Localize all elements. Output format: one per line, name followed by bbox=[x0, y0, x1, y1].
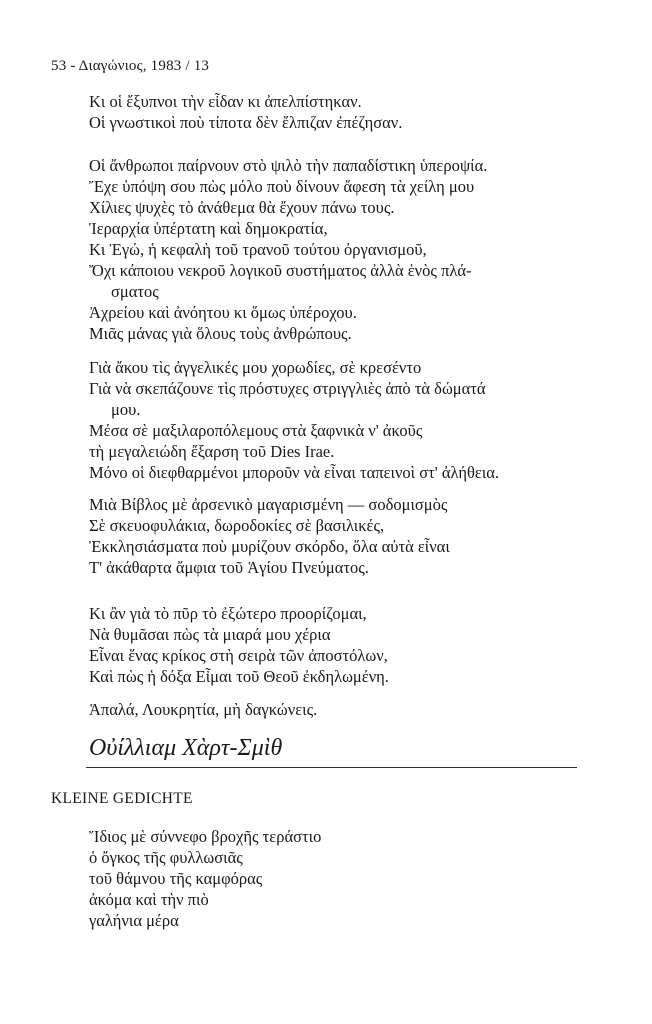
poem-line: Οἱ ἄνθρωποι παίρνουν στὸ ψιλὸ τὴν παπαδίστικη ὑπεροψία. bbox=[89, 156, 488, 175]
poem-line: γαλήνια μέρα bbox=[89, 911, 179, 930]
poem-stanza bbox=[89, 699, 609, 720]
poem-line: Εἶναι ἕνας κρίκος στὴ σειρὰ τῶν ἀποστόλων, bbox=[89, 646, 388, 665]
poem-author: Οὐίλλιαμ Χὰρτ-Σμὶθ bbox=[89, 735, 283, 761]
poem-line-continuation: μου. bbox=[111, 400, 141, 419]
poem-line: Μιᾶς μάνας γιὰ ὅλους τοὺς ἀνθρώπους. bbox=[89, 324, 352, 343]
poem-line: τοῦ θάμνου τῆς καμφόρας bbox=[89, 869, 263, 888]
section-divider bbox=[86, 767, 577, 768]
poem-line: Οἱ γνωστικοὶ ποὺ τίποτα δὲν ἔλπιζαν ἐπέζησαν. bbox=[89, 113, 403, 132]
poem-stanza bbox=[89, 494, 609, 578]
poem-line-continuation: σματος bbox=[111, 282, 159, 301]
page-header: 53 - Διαγώνιος, 1983 / 13 bbox=[51, 58, 210, 74]
poem-stanza bbox=[89, 91, 609, 133]
section-title: KLEINE GEDICHTE bbox=[51, 790, 193, 807]
poem-line: Ἔχε ὑπόψη σου πὼς μόλο ποὺ δίνουν ἄφεση τὰ χείλη μου bbox=[89, 177, 475, 196]
poem-stanza bbox=[89, 603, 609, 687]
poem-line: Μόνο οἱ διεφθαρμένοι μποροῦν νὰ εἶναι ταπεινοὶ στ' ἀλήθεια. bbox=[89, 463, 500, 482]
poem-line: Καὶ πὼς ἡ δόξα Εἶμαι τοῦ Θεοῦ ἐκδηλωμένη. bbox=[89, 667, 389, 686]
poem-line: τὴ μεγαλειώδη ἔξαρση τοῦ Dies Irae. bbox=[89, 442, 335, 461]
poem-line: Ἁπαλά, Λουκρητία, μὴ δαγκώνεις. bbox=[89, 700, 318, 719]
poem-line: Μιὰ Βίβλος μὲ ἀρσενικὸ μαγαρισμένη — σοδομισμὸς bbox=[89, 495, 448, 514]
poem-line: Κι ἂν γιὰ τὸ πῦρ τὸ ἐξώτερο προορίζομαι, bbox=[89, 604, 367, 623]
poem-line: Τ' ἀκάθαρτα ἄμφια τοῦ Ἁγίου Πνεύματος. bbox=[89, 558, 369, 577]
poem-line: Γιὰ νὰ σκεπάζουνε τὶς πρόστυχες στριγγλιὲς ἀπὸ τὰ δώματά bbox=[89, 379, 486, 398]
poem-line: ὁ ὄγκος τῆς φυλλωσιᾶς bbox=[89, 848, 243, 867]
poem-stanza bbox=[89, 357, 609, 483]
poem-line: Ἀχρείου καὶ ἀνόητου κι ὅμως ὑπέροχου. bbox=[89, 303, 357, 322]
poem-stanza bbox=[89, 826, 609, 931]
poem-line: Ἱεραρχία ὑπέρτατη καὶ δημοκρατία, bbox=[89, 219, 328, 238]
poem-stanza bbox=[89, 155, 609, 344]
poem-line: Μέσα σὲ μαξιλαροπόλεμους στὰ ξαφνικὰ ν' ἀκοῦς bbox=[89, 421, 423, 440]
poem-line: ἀκόμα καὶ τὴν πιὸ bbox=[89, 890, 209, 909]
poem-line: Σὲ σκευοφυλάκια, δωροδοκίες σὲ βασιλικές, bbox=[89, 516, 385, 535]
poem-line: Ἐκκλησιάσματα ποὺ μυρίζουν σκόρδο, ὅλα αὐτὰ εἶναι bbox=[89, 537, 450, 556]
poem-line: Κι Ἐγώ, ἡ κεφαλὴ τοῦ τρανοῦ τούτου ὀργανισμοῦ, bbox=[89, 240, 427, 259]
poem-line: Γιὰ ἄκου τὶς ἀγγελικές μου χορωδίες, σὲ κρεσέντο bbox=[89, 358, 422, 377]
poem-line: Χίλιες ψυχὲς τὸ ἀνάθεμα θὰ ἔχουν πάνω τους. bbox=[89, 198, 395, 217]
poem-line: Νὰ θυμᾶσαι πὼς τὰ μιαρά μου χέρια bbox=[89, 625, 331, 644]
poem-line: Ὄχι κάποιου νεκροῦ λογικοῦ συστήματος ἀλλὰ ἑνὸς πλά- bbox=[89, 261, 472, 280]
poem-line: Ἴδιος μὲ σύννεφο βροχῆς τεράστιο bbox=[89, 827, 322, 846]
poem-line: Κι οἱ ἔξυπνοι τὴν εἶδαν κι ἀπελπίστηκαν. bbox=[89, 92, 362, 111]
